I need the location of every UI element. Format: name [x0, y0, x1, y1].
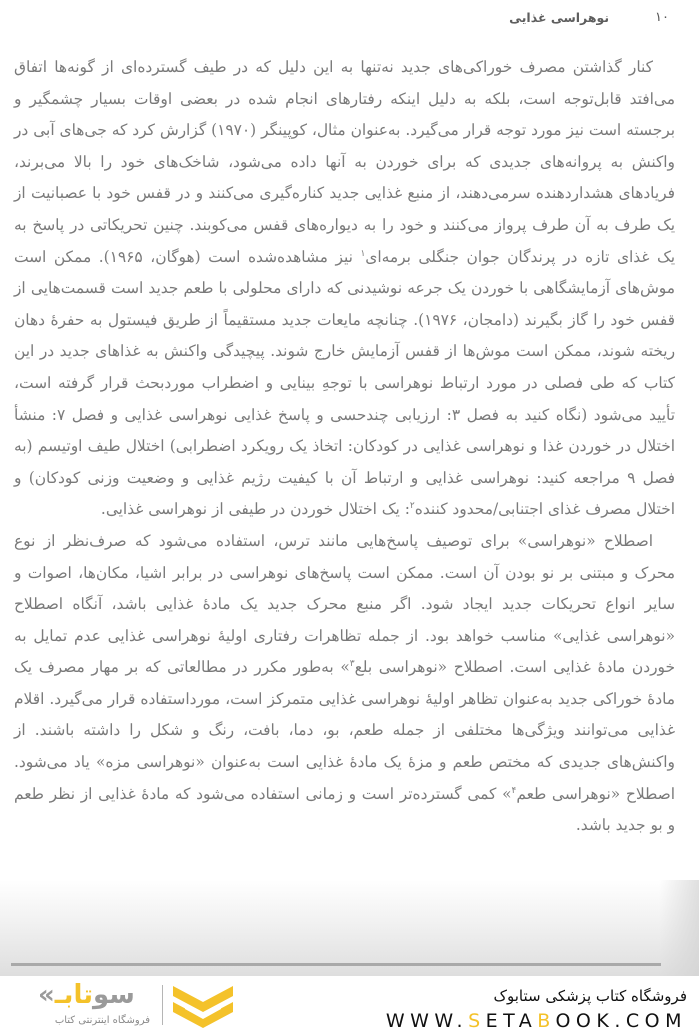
page-bottom-shadow — [0, 880, 699, 976]
footnote-marker-4: ۴ — [511, 785, 517, 796]
footer-brand — [386, 986, 687, 1034]
running-header — [509, 10, 669, 25]
footer-banner — [0, 976, 699, 1032]
logo-wordmark-gold: تابـ — [54, 980, 93, 1010]
logo-divider — [162, 985, 163, 1025]
paragraph-2 — [14, 526, 675, 842]
chapter-title: نوهراسی غذایی — [509, 10, 610, 25]
paragraph-1-part-c: : یک اختلال خوردن در طیفی از نوهراسی غذایی. — [100, 500, 410, 519]
logo-wordmark-text — [38, 980, 135, 1010]
store-url[interactable] — [386, 1008, 687, 1034]
body-text — [14, 52, 675, 842]
url-part: ETA — [485, 1010, 538, 1032]
paragraph-1-part-a: کنار گذاشتن مصرف خوراکی‌های جدید نه‌تنها به این دلیل که در طیف گسترده‌ای از گونه‌ها اتفاق می‌افتد قابل‌توجه است، بلکه به دلیل اینکه رفتارهای انجام شده در بعضی اوقات بسیار چشمگیر و برجسته است نیز مورد توجه قرار می‌گیرد. به‌عنوان مثال، کوپینگر (۱۹۷۰) گزارش کرد که جی‌های آبی در واکنش به پروانه‌های جدیدی که برای خوردن به آنها داده می‌شود، شاخک‌های خود را بالا می‌برند، فریادهای هشداردهنده سرمی‌دهند، از منبع غذایی جدید کناره‌گیری می‌کنند و در قفس خود با عصبانیت از یک طرف به آن طرف پرواز می‌کنند و خود را به دیواره‌های قفس می‌کوبند. چنین تحریکاتی در پاسخ به یک غذای تازه در پرندگان جوان جنگلی برمه‌ای — [14, 58, 676, 266]
double-chevron-icon: « — [38, 980, 55, 1010]
footnote-marker-2: ۲ — [409, 501, 415, 512]
url-part: OOK.COM — [555, 1010, 687, 1032]
logo-wordmark — [34, 982, 154, 1028]
logo-tagline: فروشگاه اینترنتی کتاب — [54, 1015, 150, 1026]
logo-wordmark-gray: سو — [92, 980, 135, 1010]
footnote-marker-3: ۳ — [349, 659, 355, 670]
setabook-logo[interactable] — [34, 982, 269, 1028]
url-accent-letter: B — [537, 1010, 556, 1032]
paragraph-1 — [14, 52, 675, 526]
footnote-marker-1: ۱ — [360, 248, 366, 259]
page-number: ۱۰ — [655, 10, 669, 25]
url-accent-letter: S — [468, 1010, 486, 1032]
paragraph-1-part-b: نیز مشاهده‌شده است (هوگان، ۱۹۶۵). ممکن است موش‌های آزمایشگاهی با خوردن یک جرعه نوشیدنی که دارای محلولی با طعم جدید است قسمت‌هایی از قفس خود را گاز بگیرند (دامجان، ۱۹۷۶). چنانچه مایعات جدید مستقیماً از طریق فیستول به حفرهٔ دهان ریخته شوند، ممکن است موش‌ها از قفس آزمایش خارج شوند. پیچیدگی واکنش به غذاهای جدید در این کتاب که طی فصلی در مورد ارتباط نوهراسی با توجهِ بینایی و اضطراب موردبحث قرار گرفته است، تأیید می‌شود (نگاه کنید به فصل ۳: ارزیابی چندحسی و پاسخ غذایی نوهراسی غذایی و فصل ۷: منشأ اختلال در خوردن غذا و نوهراسی غذایی در کودکان: اتخاذ یک رویکرد اضطرابی) اختلال طیف اوتیسم (به فصل ۹ مراجعه کنید: نوهراسی غذایی و ارتباط آن با کیفیت رژیم غذایی و وضعیت وزنی کودکان) و اختلال مصرف غذای اجتنابی/محدود کننده — [14, 247, 676, 519]
paragraph-2-part-b: » به‌طور مکرر در مطالعاتی که بر مهار مصرف یک مادهٔ خوراکی جدید به‌عنوان تظاهر اولیهٔ نوهراسی غذایی متمرکز است، مورداستفاده قرار می‌گیرد. اقلام غذایی می‌توانند ویژگی‌ها مختلفی از جمله طعم، بو، دما، بافت، رنگ و شکل را داشته باشند. از واکنش‌های جدیدی که مختص طعم و مزهٔ یک مادهٔ غذایی است به‌عنوان «نوهراسی مزه» یاد می‌شود. اصطلاح «نوهراسی طعم — [14, 658, 675, 803]
chevron-emblem-icon — [171, 982, 235, 1028]
page-bottom-rule — [11, 963, 661, 966]
paragraph-2-part-a: اصطلاح «نوهراسی» برای توصیف پاسخ‌هایی مانند ترس، استفاده می‌شود که صرف‌نظر از نوع محرک و مبتنی بر نو بودن آن است. ممکن است پاسخ‌های نوهراسی در برابر اشیا، مکان‌ها، اصوات و سایر انواع تحریکات جدید ایجاد شود. اگر منبع محرک جدید یک مادهٔ غذایی باشد، آنگاه اصطلاح «نوهراسی غذایی» مناسب خواهد بود. از جمله تظاهرات رفتاری اولیهٔ نوهراسی غذایی عدم تمایل به خوردن مادهٔ غذایی است. اصطلاح «نوهراسی بلع — [14, 531, 675, 677]
store-name: فروشگاه کتاب پزشکی ستابوک — [493, 987, 687, 1005]
paragraph-2-part-c: » کمی گسترده‌تر است و زمانی استفاده می‌شود که مادهٔ غذایی از نظر طعم و بو جدید باشد. — [14, 784, 675, 835]
url-part: WWW. — [385, 1010, 469, 1032]
